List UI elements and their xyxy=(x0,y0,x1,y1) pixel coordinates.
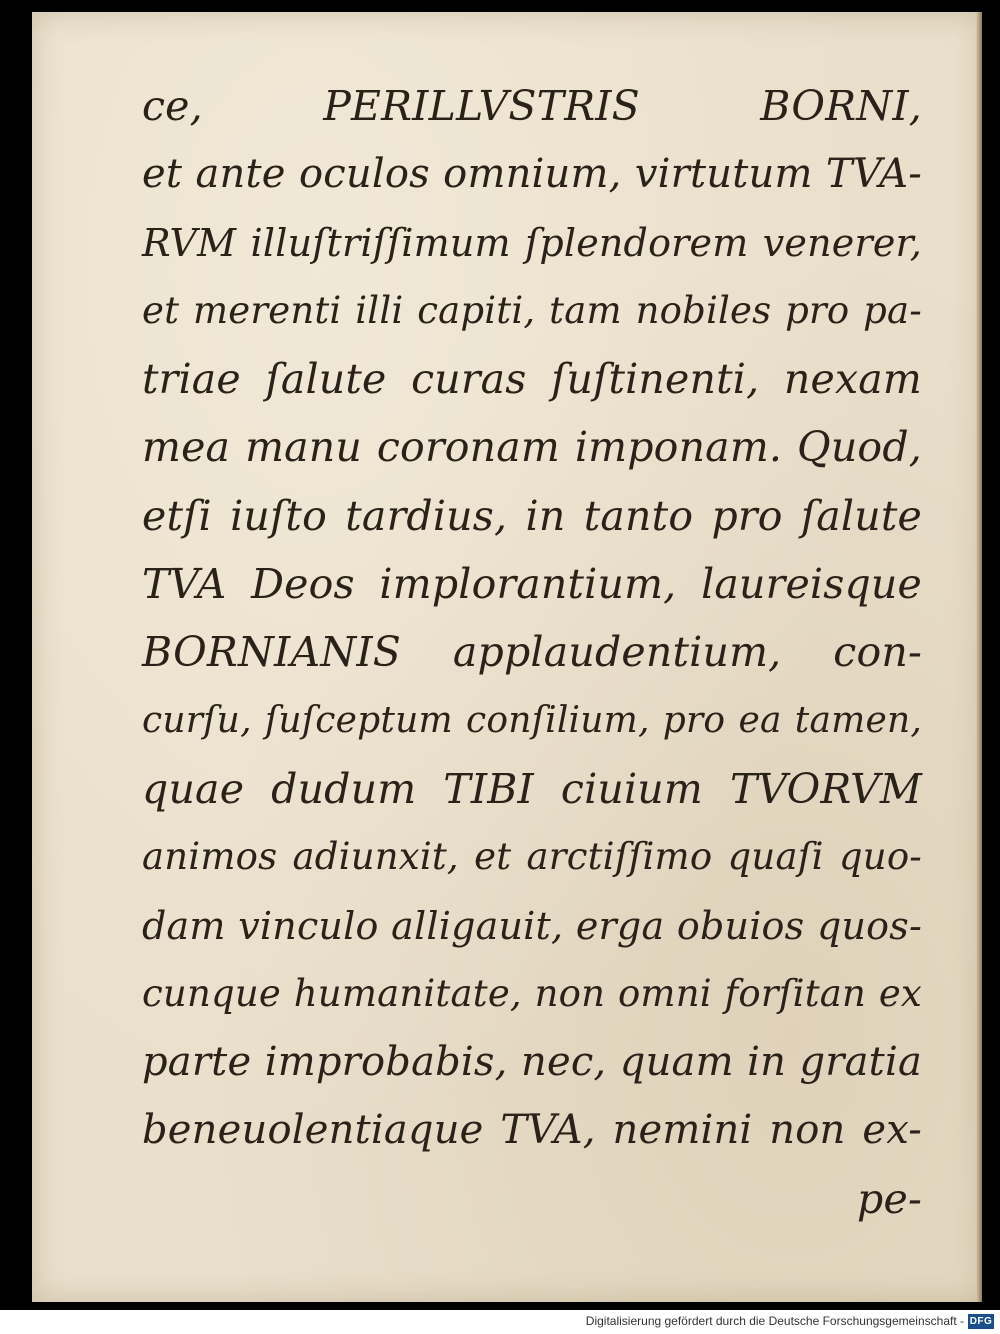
text-line: TVA Deos implorantium, laureisque xyxy=(142,560,922,609)
text-line: dam vinculo alligauit, erga obuios quos- xyxy=(142,903,922,948)
text-line: ce, PERILLVSTRIS BORNI, xyxy=(142,82,922,130)
text-line: et ante oculos omnium, virtutum TVA- xyxy=(142,151,922,198)
text-line: etſi iuſto tardius, in tanto pro ſalute xyxy=(142,491,922,540)
text-line: BORNIANIS applaudentium, con- xyxy=(142,628,922,677)
digitization-footer xyxy=(0,1310,1000,1334)
text-line: triae ſalute curas ſuſtinenti, nexam xyxy=(142,355,922,404)
catchword: pe- xyxy=(857,1174,922,1223)
text-line: curſu, ſuſceptum conſilium, pro ea tamen, xyxy=(142,699,922,741)
funding-credit: Digitalisierung gefördert durch die Deutsche Forschungsgemeinschaft - xyxy=(585,1314,964,1328)
page-edge xyxy=(976,12,982,1302)
text-line: cunque humanitate, non omni forſitan ex xyxy=(142,971,922,1015)
dfg-logo-icon[interactable]: DFG xyxy=(969,1316,993,1327)
text-line: animos adiunxit, et arctiſſimo quaſi quo- xyxy=(142,835,922,879)
page-text-block xyxy=(142,72,922,1233)
book-page xyxy=(32,12,982,1302)
text-line: et merenti illi capiti, tam nobiles pro pa- xyxy=(142,288,922,332)
text-line: beneuolentiaque TVA, nemini non ex- xyxy=(142,1107,922,1154)
text-line: parte improbabis, nec, quam in gratia xyxy=(142,1039,922,1086)
text-line: mea manu coronam imponam. Quod, xyxy=(142,423,922,472)
text-line: quae dudum TIBI ciuium TVORVM xyxy=(142,764,922,813)
text-line: RVM illuſtriſſimum ſplendorem venerer, xyxy=(142,220,922,265)
